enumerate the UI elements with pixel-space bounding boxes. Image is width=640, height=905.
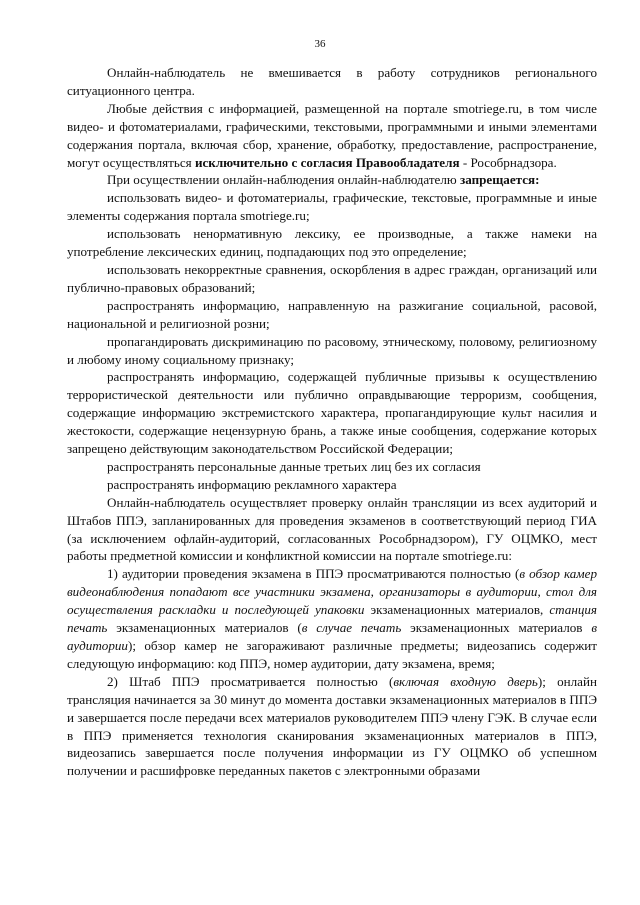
prohibition-item: распространять информацию рекламного характера xyxy=(107,476,397,492)
headquarters-text-1: 2) Штаб ППЭ просматривается полностью ( xyxy=(107,673,394,689)
auditoriums-text-1: 1) аудитории проведения экзамена в ППЭ просматриваются полностью ( xyxy=(107,566,520,582)
copyright-emphasis: исключительно с согласия Правообладателя xyxy=(194,154,460,170)
prohibition-item: использовать видео- и фотоматериалы, графические, текстовые, программные и иные элементы содержания портала smotriege.ru; xyxy=(67,190,597,224)
prohibition-item: распространять информацию, содержащей публичные призывы к осуществлению террористической деятельности или публично оправдывающие терроризм, сообщения, содержащие информацию экстремистского характера, пропагандирующие культ насилия и жестокости, содержащие нецензурную брань, а также иные сообщения, содержание которых запрещено действующим законодательством Российской Федерации; xyxy=(67,369,597,457)
prohibition-item: использовать ненормативную лексику, ее производные, а также намеки на употребление лексических единиц, подпадающих под это определение; xyxy=(67,226,597,260)
prohibitions-intro-text: При осуществлении онлайн-наблюдения онлайн-наблюдателю xyxy=(107,172,460,188)
paragraph-monitoring-scope: Онлайн-наблюдатель осуществляет проверку онлайн трансляции из всех аудиторий и Штабов ППЭ, запланированных для проведения экзаменов в соответствующий период ГИА (за исключением офлайн-аудиторий, согласованных Рособрнадзором), ГУ ОЦМКО, мест работы предметной комиссии и конфликтной комиссии на портале smotriege.ru: xyxy=(67,494,597,564)
paragraph-prohibitions-intro xyxy=(67,171,597,189)
headquarters-italic-1: включая входную дверь xyxy=(393,673,538,689)
copyright-tail: - Рособрнадзора. xyxy=(459,154,557,170)
auditoriums-text-2: экзаменационных материалов, xyxy=(364,602,550,618)
auditoriums-italic-2: станция печать xyxy=(67,602,597,636)
auditoriums-italic-1: в обзор камер видеонаблюдения попадают все участники экзамена, организаторы в аудитории, стол для осуществления раскладки и последующей упаковки xyxy=(67,566,598,618)
paragraph-auditoriums xyxy=(67,565,597,672)
paragraph-copyright xyxy=(67,100,597,172)
auditoriums-text-3: экзаменационных материалов ( xyxy=(107,620,302,636)
paragraph-observer-noninterference: Онлайн-наблюдатель не вмешивается в работу сотрудников регионального ситуационного центра. xyxy=(67,65,597,98)
prohibition-item: использовать некорректные сравнения, оскорбления в адрес граждан, организаций или публично-правовых образований; xyxy=(67,261,597,295)
body-text xyxy=(67,64,597,780)
paragraph-headquarters xyxy=(67,673,597,780)
auditoriums-text-4: экзаменационных материалов xyxy=(401,620,592,636)
page-number: 36 xyxy=(314,38,326,50)
auditoriums-italic-4: в аудитории xyxy=(67,620,597,653)
prohibition-item: распространять информацию, направленную на разжигание социальной, расовой, национальной и религиозной розни; xyxy=(67,297,597,331)
prohibitions-label: запрещается: xyxy=(459,172,540,188)
copyright-text: Любые действия с информацией, размещенной на портале smotriege.ru, в том числе видео- и фотоматериалами, графическими, текстовыми, программными и иными элементами содержания портала, включая сбор, хранение, обработку, предоставление, распространение, могут осуществляться xyxy=(67,100,597,170)
auditoriums-italic-3: в случае печать xyxy=(301,620,402,636)
headquarters-text-2: ); онлайн трансляция начинается за 30 минут до момента доставки экзаменационных материалов в ППЭ и завершается после передачи всех материалов руководителем ППЭ члену ГЭК. В случае если в ППЭ применяется технология сканирования экзаменационных материалов в ППЭ, видеозапись завершается после получения информации из ГУ ОЦМКО об успешном получении и расшифровке переданных пакетов с электронными образами xyxy=(67,673,597,779)
prohibition-item: пропагандировать дискриминацию по расовому, этническому, половому, религиозному и любому иному социальному признаку; xyxy=(67,333,597,367)
auditoriums-text-5: ); обзор камер не загораживают различные предметы; видеозапись содержит следующую информацию: код ППЭ, номер аудитории, дату экзамена, время; xyxy=(67,638,597,671)
prohibition-item: распространять персональные данные третьих лиц без их согласия xyxy=(107,458,481,474)
